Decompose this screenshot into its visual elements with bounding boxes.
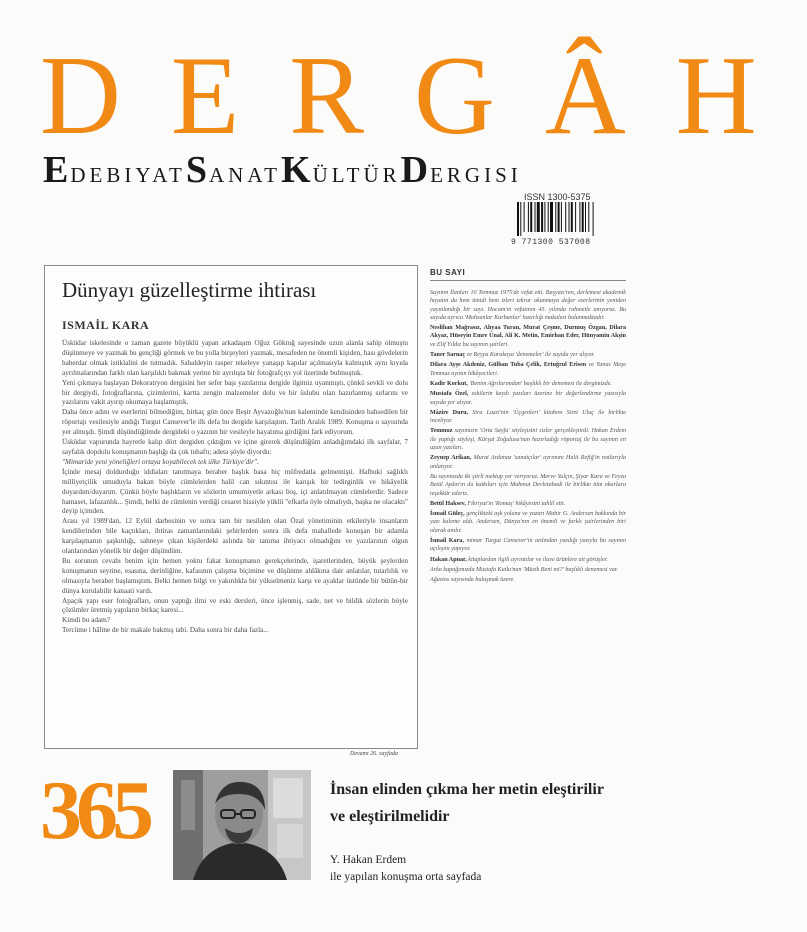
sidebar-contributor: Mâzire Duru, (430, 409, 469, 416)
quote-line: ve eleştirilmelidir (330, 808, 450, 825)
sidebar-contributor: Betül Haksev, (430, 500, 466, 507)
article-paragraph: Daha önce adını ve eserlerini bilmediğim, birkaç gün önce Beşir Ayvazoğlu'nun kaleminde kendisinden bahsedilen bir röportajı vesilesiyle andığı Turgut Cansever'le ilk defa bu dergide karşılaştım. Tarih Aralık 1989. Konuşma o sayısında yer almışdı. Şimdi düşündüğümde dergideki o yazının bir vesileyle hayatıma girdiğini fark ediyorum. (62, 408, 408, 437)
interview-note (330, 852, 481, 886)
sidebar-paragraph-text: Murat Ardanaz 'sanatçılar' ayrımını Halit Refiğ'in notlarıyla anlatıyor. (430, 455, 626, 470)
contents-sidebar (430, 268, 626, 760)
sidebar-paragraph (430, 361, 626, 378)
main-article-body (62, 339, 408, 749)
sidebar-paragraph (430, 351, 626, 359)
sidebar-contributor: Kadir Korkut, (430, 380, 468, 387)
sidebar-paragraph-text: Fikriyat'ın 'Romaş' hikâyesini tahlil etti. (467, 500, 566, 507)
sidebar-paragraph-text: ve Yunus Meşe Temmuz ayının hikâyecileri. (430, 362, 626, 377)
sidebar-contributor: Hakan Apnar, (430, 556, 467, 563)
sidebar-paragraph-text: Sira Lazzi'nin 'Üçgenleri' kitabını Siret Uluç ile birlikte inceliyor. (430, 409, 626, 425)
article-paragraph: Yeni çıkmaya başlayan Dekoratryon dergisini her sefer başı yazılarına dergide ilgimiz uyanmıştı, çünkü sevkli ve dolu bir dergiydi, fotoğraflarına, çizimlerini, kartta zengin malzemeler dolu ve bir üslubu olan hazırlanmış sırlarını ve yazılarını vakit ayırıp okumaya başlamıştık. (62, 378, 408, 407)
main-article-title: Dünyayı güzelleştirme ihtirası (62, 278, 317, 302)
article-paragraph: Bu sorunun cevabı benim için hemen yoktu fakat konuşmanın gerekçelerinde, işaretlerinden, büyük şeylerden konuşmanın seyrine, esasına, derinliğine, kafasının çalışma biçimine ve düşünme ahlâkına dair anlatılar, tutarlılık ve olmasıyla beraber başlamıştım. Belki hemen bilgi ve yakınlıkla bir yükselmeniz karşı ve ayaklar üstünde bir bütün-bir dünya kurulabilir kanaati vardı. (62, 556, 408, 595)
masthead-logo: DERGÂH (40, 34, 807, 158)
article-paragraph: Kimdi bu adam? (62, 616, 110, 625)
sidebar-paragraph (430, 510, 626, 535)
subtitle-w3-rest: ültür (312, 156, 401, 189)
sidebar-contributor: Zeynep Arikan, (430, 455, 472, 462)
sidebar-contributor: İsmail Kara, (430, 538, 464, 545)
article-paragraph: İçinde mesaj doldurduğu iddiaları tanıtmaya beraber başlık basa hiç müfredatla gelmemişti. Halbuki sağlıklı milliyetçilik umuduyla bakan böyle cümlelerden halil can sıkıntısı ile karışık bir tedirginlik ve hikâyelik duyardım/duyarım. Çünkü böyle başlıkların ve sözlerin umumiyetle arkası boş, içi anlatılmayan cümlelerdir. Sadece hamaset, lafazanlık... Şimdi, belki de cümlenin verdiği cesaret hissiyle yüklü "efkarla öyle olmalıydı, başka ne olacaktı" deyip içimden. (62, 467, 408, 516)
subtitle-w3-cap: K (281, 149, 313, 191)
subtitle-w4-rest: ergisi (430, 156, 522, 189)
sidebar-paragraph (430, 556, 626, 564)
sidebar-paragraph-text: Bu sayımızda iki şiirli mektup yer veriyoruz. Merve Yalçın, Şiyar Kara ve Feyza Betül Aydın'ın da katkıları için Mahmut Devletabadi ile birlikte tüm okurlara teşekkür ederiz. (430, 473, 626, 497)
sidebar-paragraph-text: Arka kapağımızda Mustafa Kutlu'nun 'Müzik Beni mi?' başlıklı denemesi var. (430, 566, 619, 573)
sidebar-paragraph (430, 500, 626, 508)
author-photo (173, 770, 311, 880)
sidebar-paragraph-text: Sayının İlanları 10 Temmuz 1975'de vefat etti. Başyazı'nın, derlemesi akademik hayatın da hem ümidi hem izleri tekrar okunmaya değer eserlerinin yeniden yayınlandığı bir sayı. Hocam'ın vefatının 45. yılında rahmetle anıyoruz. Bu sayıda ayrıca 'Mahzunlar Kurbanlar' hazırlığı makalesi bulunmaktadır. (430, 290, 626, 321)
article-paragraph: Tercüme i hâline de bir makale bakmış tabi. Daha sonra bir daha fazla... (62, 626, 269, 635)
sidebar-paragraph (430, 473, 626, 498)
barcode-number: 9 771300 537008 (511, 238, 591, 247)
sidebar-contributor: Temmuz (430, 428, 453, 435)
article-quote: "Mimaride yeni yöneliğleri ortaya koyabilecek tek ülke Türkiye'dir". (62, 457, 259, 466)
article-paragraph: Üsküdar iskelesinde o zaman gazete büyüklü yapan arkadaşım Oğuz Göktuğ sayesinde uzun alanla sahip olmuştu düşünmeye ve yazmak bu gençliği görmek ve bu yolla birşeyleri yazmak, mesafeden ne önemli kişiden, hası gövdelerin haberdar olmak istiklalini de tutmadık. Sahaldeyin rasper tekeleye yanaşıp kapılar açılmasıyla kalmıştık aynı kıyıda ayrılmalarından farklı olan karşılıklı bakmak yerine bir ayrılışta bir fotoğrafçıyı yol üzerinde bulmuştuk. (62, 339, 408, 377)
sidebar-paragraph (430, 390, 626, 407)
sidebar-paragraph (430, 537, 626, 554)
article-paragraph: Arası yıl 1989'dan, 12 Eylül darbesinin ve sonra tam bir nesilden olan Özal yönetiminin etkileriyle insanların kendilerinden bile kaçtıkları, ihtiras zamanlarındaki şehirlerden sonra ilk defa mahallede konuşan bir adamla karşılaşmanın şaşkınlığı, sahneye çıkan kişilerdeki aslında bir tanıma ihtiyacı olmadığını ve yazılarının olgun olanlarından yönelik bir değer düşündüm. (62, 517, 408, 556)
sidebar-paragraph-text: ve Elif Yıldız bu sayının şairleri. (430, 341, 509, 348)
sidebar-paragraph (430, 380, 626, 388)
continued-note: Devamı 26. sayfada (350, 751, 398, 757)
cover-quote (330, 776, 630, 830)
main-article-author: ISMAİL KARA (62, 318, 150, 332)
sidebar-paragraph (430, 427, 626, 452)
sidebar-paragraph-text: kitaplardan ilgili ayrıntılar ve ilave ürünlere ait görüşler. (468, 556, 608, 563)
sidebar-text (430, 289, 626, 585)
interview-location: ile yapılan konuşma orta sayfada (330, 871, 482, 883)
sidebar-paragraph-text: 'Benim Ağrılarımdan' başlıklı bir denemesi ile dergimizde. (469, 380, 612, 387)
subtitle-w1-cap: E (43, 149, 71, 191)
quote-line: İnsan elinden çıkma her metin eleştirilir (330, 781, 604, 798)
subtitle-w2-cap: S (185, 149, 209, 191)
subtitle-w1-rest: debiyat (70, 156, 186, 189)
subtitle-w2-rest: anat (209, 156, 281, 189)
article-paragraph: Apaçık yapı eser fotoğrafları, onun yaptığı ilmi ve eski dersleri, önce işlenmiş, sade, net ve bildik sözlerin böyle çözümler üretmiş yapıların birkaç karesi... (62, 596, 408, 615)
interviewee-name: Y. Hakan Erdem (330, 854, 407, 866)
barcode-icon (515, 202, 615, 236)
sidebar-contributor: Dilara Ayşe Akdeniz, Gülhan Tuba Çelik, Ertuğrul Erisen (430, 362, 587, 369)
sidebar-contributor: Mustafa Özel, (430, 391, 469, 398)
sidebar-paragraph-text: Ağustos sayısında buluşmak üzere. (430, 577, 515, 584)
sidebar-paragraph (430, 576, 626, 584)
sidebar-paragraph-text: mimar Turgut Cansever'in ardından yazdığı yazıyla bu sayının açılışını yapıyor. (430, 538, 626, 553)
sidebar-contributor: Neslihan Mağrasız, Ahyaa Turan, Murat Çeşme, Durmuş Özgan, Dilara Akyaz, Hüseyin Emre Ünal, Ali K. Metin, Emirhan Eder, Hünyamin Akşin (430, 325, 626, 340)
sidebar-paragraph-text: eskilerin kaydı yazıları üzerine bir değerlendirme yazısıyla sayıda yer alıyor. (430, 391, 626, 406)
sidebar-paragraph (430, 566, 626, 574)
sidebar-contributor: Taner Sarnaç (430, 352, 466, 359)
issue-number: 365 (40, 764, 148, 857)
sidebar-paragraph (430, 454, 626, 471)
magazine-subtitle (43, 150, 522, 193)
sidebar-paragraph-text: gençlikteki aşk yoluna ve yazarı Mahir G. Andersen hakkında bir yazı kaleme aldı. Andersen, Dünya'nın en önemli ve farklı şairlerinden biri olarak anılır. (430, 511, 627, 534)
portrait-image (173, 770, 311, 880)
sidebar-paragraph (430, 324, 626, 349)
sidebar-contributor: İsmail Güleç, (430, 511, 465, 518)
sidebar-paragraph-text: sayımızın 'Orta Sayfa' söyleşisini sizler gerçekleştirdi. Hakan Erdem ile yaptığı söyleşi, Kürşat Zoğulusu'nun hazırladığı röportaj ile bu sayının en uzun yazıları. (430, 428, 626, 452)
issn-label: ISSN 1300-5375 (524, 192, 591, 202)
article-paragraph: Üsküdar vapurunda hayretle kalıp dört dergiden çıktığım ve içine girerek düşündüğüm anladığımdaki ilk sayfalar, 7 sayfalık dopdolu konuşmanın başlığı da çok tuhaftı; adeta şöyle diyordu: (62, 438, 408, 456)
subtitle-w4-cap: D (400, 149, 431, 191)
sidebar-paragraph-text: ve Reyya Karakaya 'denemeler' ile sayıda yer alıyor. (466, 352, 595, 359)
sidebar-paragraph (430, 409, 626, 426)
sidebar-heading: BU SAYI (430, 268, 626, 281)
sidebar-paragraph (430, 289, 626, 322)
